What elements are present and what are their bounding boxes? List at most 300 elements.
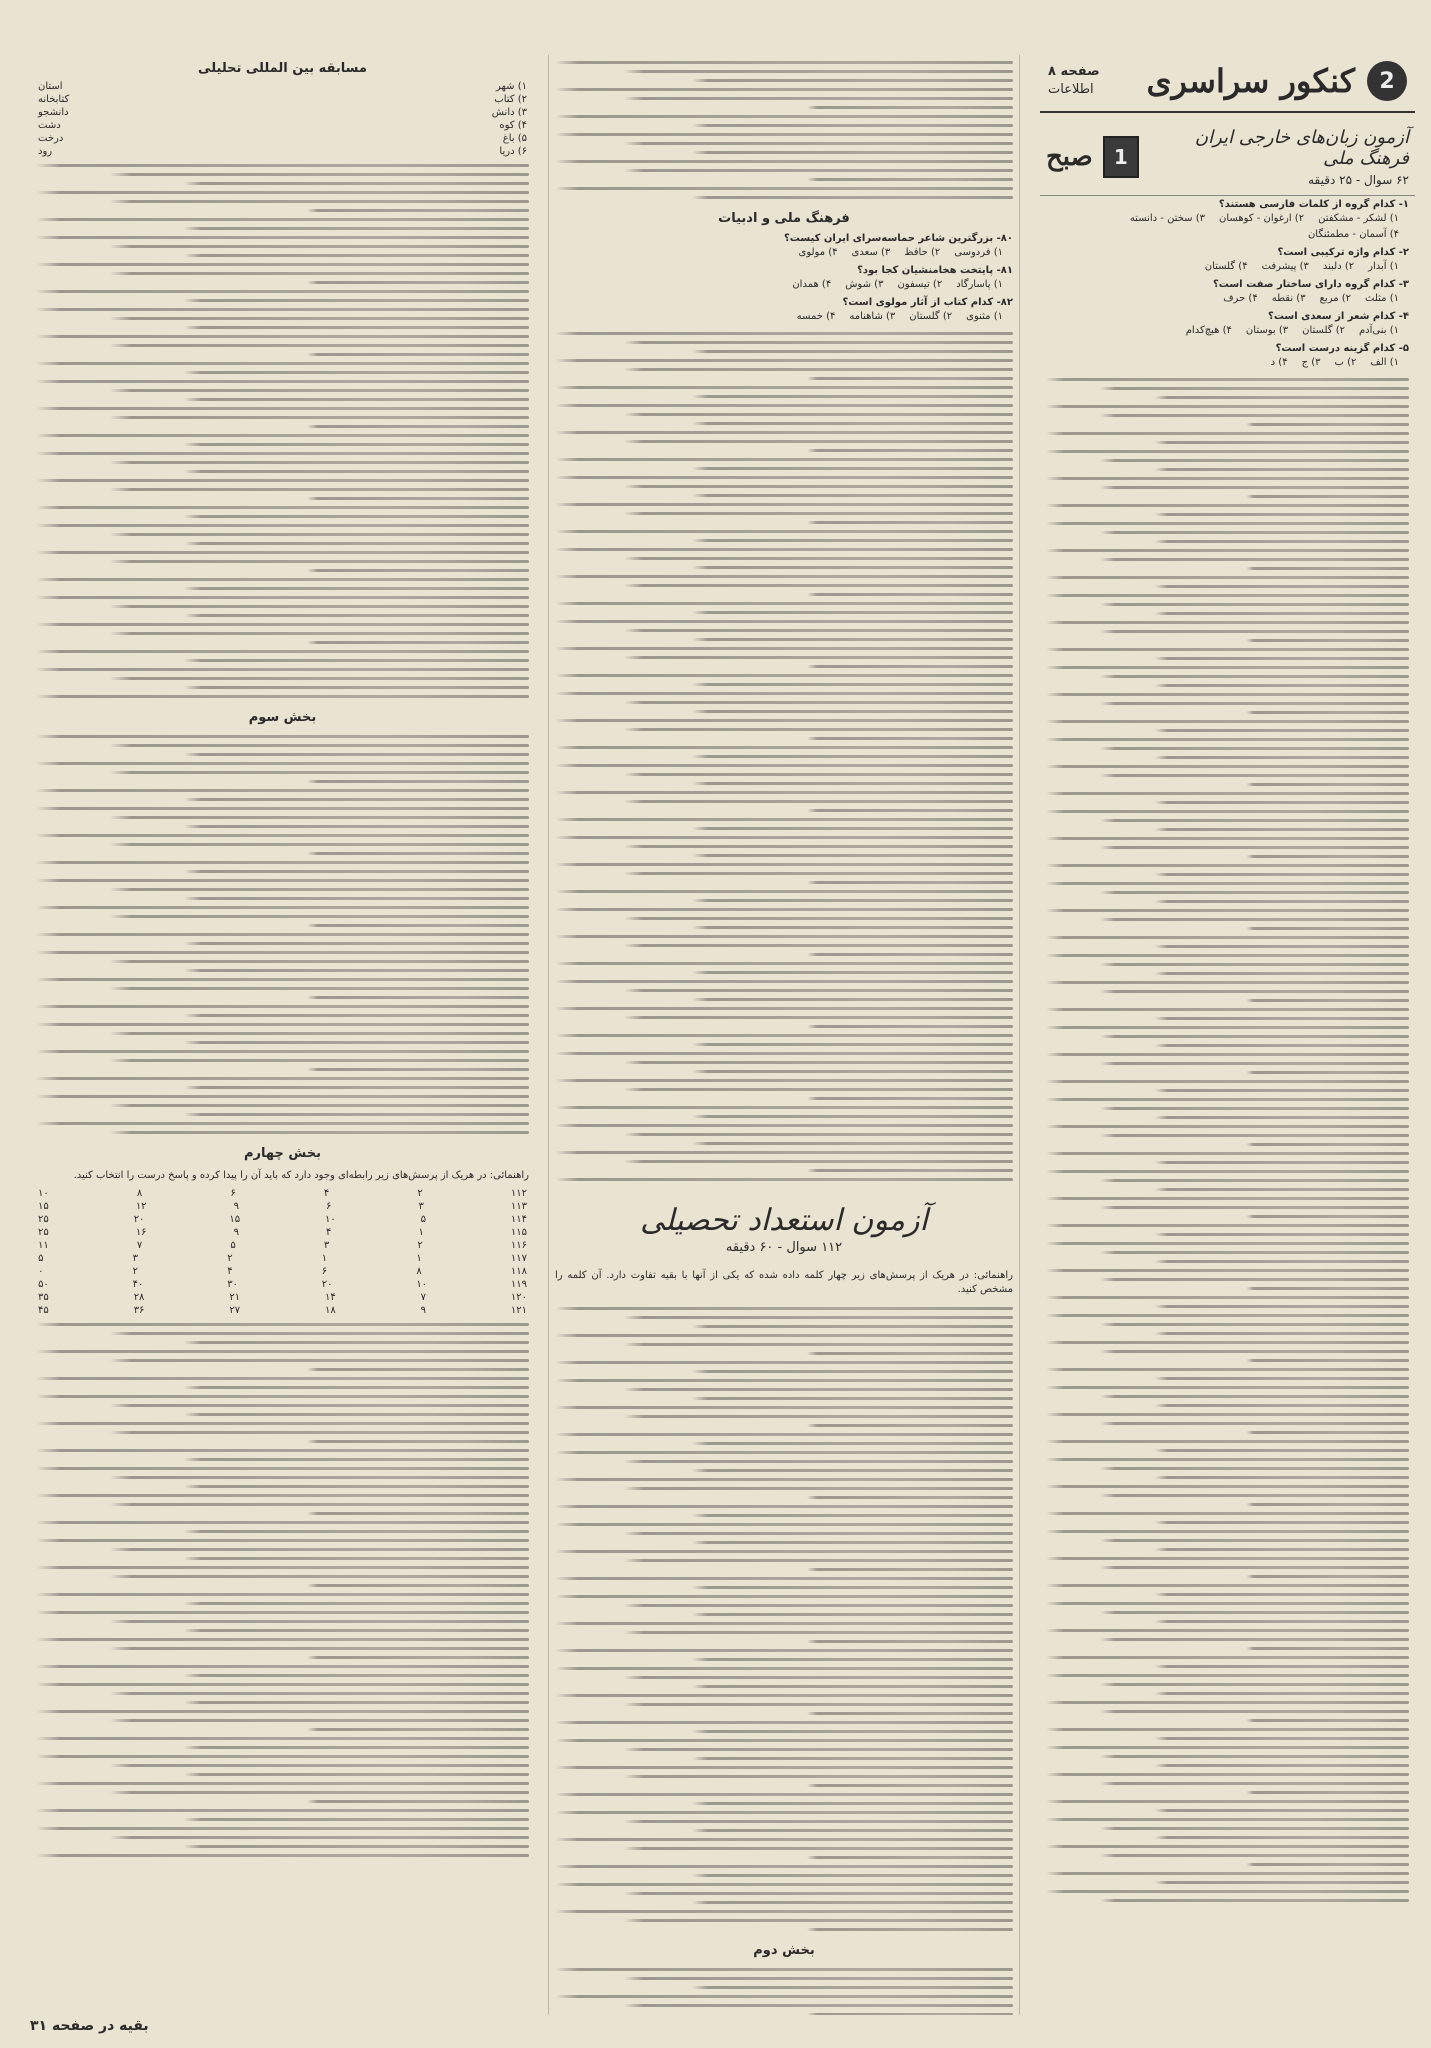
text-line (184, 227, 529, 230)
text-line (36, 362, 529, 365)
text-line (110, 1131, 529, 1134)
text-line (555, 1079, 1013, 1082)
text-line (555, 1052, 1013, 1055)
text-line (692, 1469, 1013, 1472)
text-line (36, 789, 529, 792)
text-line (1155, 1188, 1409, 1191)
text-line (555, 908, 1013, 911)
text-line (624, 773, 1013, 776)
text-line (555, 1478, 1013, 1481)
option: ۴) همدان (792, 279, 832, 290)
text-line (36, 1521, 529, 1524)
paper-name: اطلاعات (1048, 82, 1094, 97)
body-text (30, 735, 535, 1134)
text-line (692, 1586, 1013, 1589)
text-line (555, 1694, 1013, 1697)
text-line (184, 443, 529, 446)
text-line (807, 1856, 1013, 1859)
text-line (184, 1773, 529, 1776)
text-line (1155, 585, 1409, 588)
text-line (807, 593, 1013, 596)
text-line (555, 1865, 1013, 1868)
number-cell: ۱۱۸ (510, 1266, 527, 1277)
question (549, 230, 1019, 262)
text-line (184, 1041, 529, 1044)
text-line (624, 800, 1013, 803)
text-line (1246, 999, 1409, 1002)
text-line (1155, 1377, 1409, 1380)
text-line (1246, 1575, 1409, 1578)
text-line (36, 191, 529, 194)
section-title-3: بخش سوم (248, 710, 317, 725)
number-cell: ۳ (418, 1201, 424, 1212)
number-cell: ۱۰ (324, 1214, 336, 1225)
text-line (36, 1077, 529, 1080)
number-cell: ۴ (326, 1227, 332, 1238)
text-line (692, 1325, 1013, 1328)
text-line (624, 368, 1013, 371)
number-cell: ۱۵ (38, 1201, 49, 1212)
number-cell: ۶ (230, 1188, 236, 1199)
text-line (624, 1919, 1013, 1922)
left-column (30, 55, 535, 2015)
text-line (555, 1334, 1013, 1337)
number-cell: ۲ (132, 1266, 138, 1277)
text-line (1155, 972, 1409, 975)
text-line (1046, 1341, 1409, 1344)
number-cell: ۱۵ (229, 1214, 241, 1225)
text-line (1100, 414, 1409, 417)
text-line (36, 236, 529, 239)
text-line (624, 656, 1013, 659)
number-cell: ۳۰ (227, 1279, 238, 1290)
text-line (184, 1629, 529, 1632)
text-line (692, 683, 1013, 686)
aptitude-test-subtitle: ۱۱۲ سوال - ۶۰ دقیقه (725, 1240, 843, 1255)
text-line (1155, 900, 1409, 903)
text-line (184, 825, 529, 828)
text-line (184, 1086, 529, 1089)
text-line (1100, 1107, 1409, 1110)
text-line (110, 173, 529, 176)
text-line (624, 1703, 1013, 1706)
question-options (1046, 356, 1409, 370)
number-series-row (30, 1200, 535, 1213)
text-line (692, 1829, 1013, 1832)
text-line (307, 1656, 529, 1659)
analogy-row (30, 93, 535, 106)
text-line (555, 1361, 1013, 1364)
option: ۱) بنی‌آدم (1358, 325, 1399, 336)
text-line (307, 497, 529, 500)
section-title-4: بخش چهارم (244, 1146, 321, 1161)
text-line (555, 458, 1013, 461)
text-line (692, 1901, 1013, 1904)
option: ۳) شاهنامه (849, 311, 896, 322)
number-series-row (30, 1213, 535, 1226)
text-line (307, 281, 529, 284)
text-line (36, 164, 529, 167)
text-line (1155, 1836, 1409, 1839)
text-line (624, 1343, 1013, 1346)
text-line (1246, 1719, 1409, 1722)
text-line (36, 1377, 529, 1380)
option: ۳) بوستان (1245, 325, 1289, 336)
number-series-row (30, 1252, 535, 1265)
text-line (184, 942, 529, 945)
text-line (1046, 522, 1409, 525)
text-line (692, 1658, 1013, 1661)
text-line (1155, 801, 1409, 804)
text-line (1100, 1035, 1409, 1038)
text-line (692, 1514, 1013, 1517)
text-line (1100, 891, 1409, 894)
text-line (692, 1757, 1013, 1760)
text-line (1046, 909, 1409, 912)
text-line (1155, 1332, 1409, 1335)
question-stem: ۱- کدام گروه از کلمات فارسی هستند؟ (1218, 199, 1409, 210)
text-line (184, 1701, 529, 1704)
question-options (555, 246, 1013, 260)
text-line (1100, 558, 1409, 561)
text-line (307, 1584, 529, 1587)
text-line (624, 1847, 1013, 1850)
text-line (1046, 1773, 1409, 1776)
text-line (1100, 1395, 1409, 1398)
text-line (184, 1113, 529, 1116)
text-line (1046, 1296, 1409, 1299)
exam-header (1040, 113, 1415, 196)
text-line (624, 1892, 1013, 1895)
number-cell: ۱۱۲ (510, 1188, 527, 1199)
text-line (110, 1647, 529, 1650)
text-line (36, 434, 529, 437)
text-line (1100, 1566, 1409, 1569)
text-line (807, 881, 1013, 884)
text-line (692, 611, 1013, 614)
text-line (624, 701, 1013, 704)
text-line (184, 1845, 529, 1848)
text-line (555, 1766, 1013, 1769)
text-line (110, 317, 529, 320)
text-line (555, 764, 1013, 767)
text-line (1046, 792, 1409, 795)
text-line (1046, 1602, 1409, 1605)
text-line (624, 413, 1013, 416)
text-line (110, 416, 529, 419)
number-cell: ۴۵ (38, 1305, 49, 1316)
question-options (555, 278, 1013, 292)
text-line (692, 926, 1013, 929)
text-line (184, 1674, 529, 1677)
text-line (1100, 774, 1409, 777)
option: ۴) گلستان (1204, 261, 1248, 272)
text-line (110, 888, 529, 891)
text-line (692, 566, 1013, 569)
text-line (555, 836, 1013, 839)
text-line (1100, 846, 1409, 849)
text-line (110, 771, 529, 774)
text-line (110, 272, 529, 275)
text-line (1100, 1827, 1409, 1830)
text-line (555, 1505, 1013, 1508)
text-line (624, 169, 1013, 172)
number-series-row (30, 1239, 535, 1252)
text-line (555, 1151, 1013, 1154)
option: ۲) دلبند (1322, 261, 1355, 272)
text-line (624, 1820, 1013, 1823)
number-cell: ۲۱ (229, 1292, 241, 1303)
text-line (692, 151, 1013, 154)
option: ۴) د (1270, 357, 1288, 368)
number-cell: ۱۲۱ (510, 1305, 527, 1316)
option: ۴) آسمان - مطمئنگان (1307, 229, 1399, 240)
text-line (184, 182, 529, 185)
text-line (1155, 1593, 1409, 1596)
question-stem: ۵- کدام گزینه درست است؟ (1275, 343, 1409, 354)
text-line (555, 404, 1013, 407)
text-line (184, 1602, 529, 1605)
text-line (555, 1406, 1013, 1409)
text-line (1246, 1071, 1409, 1074)
body-text (549, 332, 1019, 1181)
number-cell: ۱۲ (135, 1201, 147, 1212)
text-line (1155, 756, 1409, 759)
option: ۲) مربع (1319, 293, 1352, 304)
analogy-term: ۴) کوه (499, 120, 527, 131)
text-line (555, 1106, 1013, 1109)
text-line (110, 1431, 529, 1434)
analogy-row (30, 80, 535, 93)
text-line (555, 692, 1013, 695)
text-line (624, 440, 1013, 443)
text-line (36, 1593, 529, 1596)
number-cell: ۲۵ (38, 1227, 49, 1238)
text-line (1246, 567, 1409, 570)
number-cell: ۵ (38, 1253, 44, 1264)
option: ۲) تیسفون (897, 279, 943, 290)
text-line (110, 1692, 529, 1695)
text-line (1155, 1089, 1409, 1092)
text-line (1046, 504, 1409, 507)
text-line (555, 1883, 1013, 1886)
text-line (692, 1142, 1013, 1145)
text-line (1100, 675, 1409, 678)
text-line (1046, 1557, 1409, 1560)
text-line (692, 196, 1013, 199)
question-stem: ۴- کدام شعر از سعدی است؟ (1268, 311, 1409, 322)
text-line (624, 142, 1013, 145)
text-line (1246, 927, 1409, 930)
instructions: راهنمائی: در هریک از پرسش‌های زیر رابطه‌ای وجود دارد که باید آن را پیدا کرده و پاسخ درست را انتخاب کنید. (73, 1170, 529, 1181)
text-line (1246, 1503, 1409, 1506)
text-line (36, 290, 529, 293)
text-line (1046, 1224, 1409, 1227)
text-line (36, 1566, 529, 1569)
text-line (555, 980, 1013, 983)
number-cell: ۱ (416, 1253, 422, 1264)
text-line (1100, 1179, 1409, 1182)
number-cell: ۲۵ (38, 1214, 49, 1225)
text-line (1046, 1458, 1409, 1461)
text-line (1046, 1845, 1409, 1848)
number-cell: ۸ (416, 1266, 422, 1277)
question (1040, 244, 1415, 276)
text-line (1246, 1287, 1409, 1290)
text-line (1100, 1422, 1409, 1425)
right-column (1040, 55, 1415, 2015)
text-line (1046, 1512, 1409, 1515)
analogy-term: ۵) باغ (502, 133, 527, 144)
text-line (1100, 1683, 1409, 1686)
text-line (807, 1568, 1013, 1571)
text-line (1155, 468, 1409, 471)
text-line (624, 1061, 1013, 1064)
text-line (807, 665, 1013, 668)
analogy-row (30, 119, 535, 132)
text-line (1046, 621, 1409, 624)
text-line (624, 1487, 1013, 1490)
text-line (184, 798, 529, 801)
text-line (110, 1620, 529, 1623)
question (1040, 196, 1415, 244)
text-line (807, 1025, 1013, 1028)
number-series-row (30, 1265, 535, 1278)
number-cell: ۶ (321, 1266, 328, 1277)
text-line (624, 1415, 1013, 1418)
text-line (692, 79, 1013, 82)
text-line (555, 476, 1013, 479)
text-line (307, 852, 529, 855)
text-line (807, 953, 1013, 956)
body-text (30, 164, 535, 698)
masthead-title: کنکور سراسری (1146, 62, 1355, 100)
text-line (624, 584, 1013, 587)
number-cell: ۷ (420, 1292, 426, 1303)
text-line (307, 425, 529, 428)
option: ۱) پاسارگاد (956, 279, 1003, 290)
option: ۱) مثنوی (966, 311, 1003, 322)
option: ۲) ب (1334, 357, 1357, 368)
text-line (1100, 1899, 1409, 1902)
text-line (555, 1007, 1013, 1010)
text-line (110, 1104, 529, 1107)
text-line (555, 1995, 1013, 1998)
text-line (36, 1323, 529, 1326)
text-line (555, 1667, 1013, 1670)
option: ۴) مولوی (798, 247, 838, 258)
text-line (624, 872, 1013, 875)
analogy-pair: دشت (38, 120, 61, 131)
masthead (1040, 55, 1415, 113)
text-line (555, 1793, 1013, 1796)
text-line (807, 178, 1013, 181)
number-cell: ۳ (323, 1240, 330, 1251)
text-line (1246, 1143, 1409, 1146)
text-line (184, 686, 529, 689)
text-line (1155, 1548, 1409, 1551)
text-line (36, 1710, 529, 1713)
number-cell: ۹ (233, 1227, 239, 1238)
text-line (36, 1827, 529, 1830)
text-line (1155, 1737, 1409, 1740)
text-line (555, 530, 1013, 533)
text-line (1100, 1611, 1409, 1614)
text-line (307, 780, 529, 783)
text-line (184, 515, 529, 518)
number-cell: ۱۶ (135, 1227, 147, 1238)
text-line (1046, 576, 1409, 579)
text-line (692, 422, 1013, 425)
option: ۱) مثلث (1365, 293, 1399, 304)
text-line (555, 1910, 1013, 1913)
text-line (624, 1133, 1013, 1136)
text-line (624, 1532, 1013, 1535)
number-cell: ۱۰ (38, 1188, 49, 1199)
text-line (555, 791, 1013, 794)
text-line (1046, 837, 1409, 840)
text-line (1100, 531, 1409, 534)
text-line (624, 2004, 1013, 2007)
text-line (36, 978, 529, 981)
number-cell: ۴ (227, 1266, 233, 1277)
text-line (555, 575, 1013, 578)
option: ۱) آبدار (1368, 261, 1399, 272)
text-line (807, 106, 1013, 109)
text-line (36, 1449, 529, 1452)
text-line (36, 1095, 529, 1098)
text-line (1155, 1809, 1409, 1812)
text-line (110, 960, 529, 963)
text-line (1046, 1269, 1409, 1272)
analogy-term: ۱) شهر (496, 81, 527, 92)
text-line (1046, 1656, 1409, 1659)
text-line (1046, 1890, 1409, 1893)
number-cell: ۲۰ (133, 1214, 145, 1225)
text-line (807, 1784, 1013, 1787)
number-cell: ۷ (136, 1240, 143, 1251)
text-line (1046, 1485, 1409, 1488)
exam-subtitle: ۶۲ سوال - ۲۵ دقیقه (1308, 173, 1409, 187)
number-cell: ۱۴ (324, 1292, 336, 1303)
text-line (110, 1548, 529, 1551)
option: ۳) سعدی (851, 247, 891, 258)
text-line (692, 124, 1013, 127)
text-line (624, 1316, 1013, 1319)
question-stem: ۲- کدام واژه ترکیبی است؟ (1277, 247, 1409, 258)
text-line (624, 512, 1013, 515)
text-line (184, 1014, 529, 1017)
text-line (1046, 405, 1409, 408)
text-line (1100, 1134, 1409, 1137)
text-line (555, 746, 1013, 749)
text-line (692, 971, 1013, 974)
text-line (36, 1737, 529, 1740)
analogy-pair: رود (38, 146, 53, 157)
continued-note: بقیه در صفحه ۳۱ (30, 2018, 149, 2034)
text-line (1046, 738, 1409, 741)
text-line (1155, 657, 1409, 660)
text-line (555, 359, 1013, 362)
text-line (1100, 1782, 1409, 1785)
text-line (624, 1388, 1013, 1391)
text-line (184, 659, 529, 662)
number-cell: ۰ (38, 1266, 44, 1277)
text-line (36, 834, 529, 837)
text-line (1155, 1881, 1409, 1884)
text-line (110, 389, 529, 392)
text-line (1100, 702, 1409, 705)
